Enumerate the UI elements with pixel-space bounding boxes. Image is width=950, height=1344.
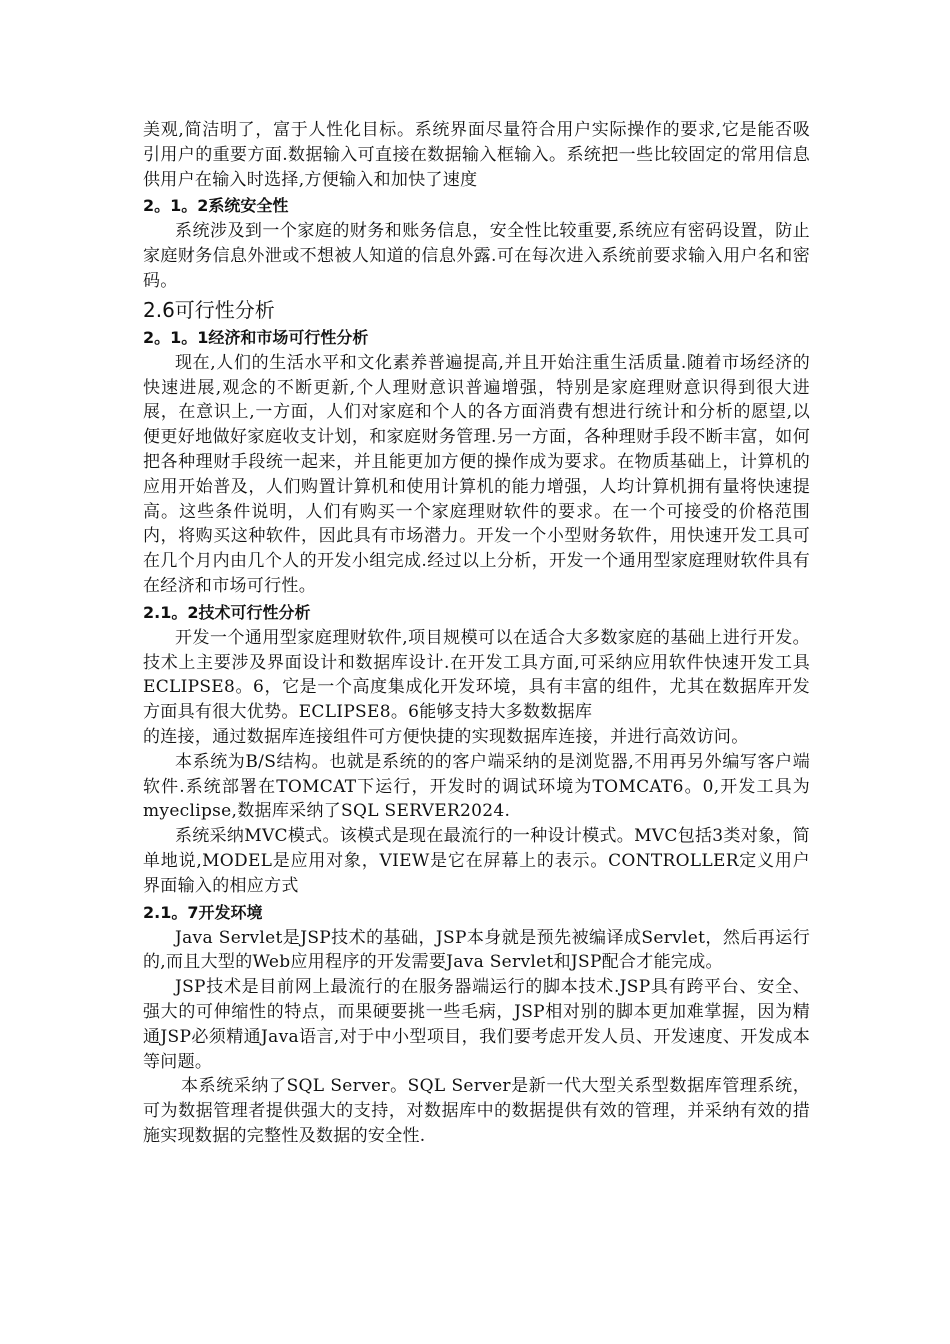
paragraph-sql-server: 本系统采纳了SQL Server。SQL Server是新一代大型关系型数据库管理系统，可为数据管理者提供强大的支持，对数据库中的数据提供有效的管理，并采纳有效的措施实现数据的完整性及数据的安全性. (143, 1076, 810, 1146)
heading-system-security: 2。1。2系统安全性 (143, 196, 289, 216)
paragraph-servlet: Java Servlet是JSP技术的基础，JSP本身就是预先被编译成Servlet，然后再运行的,而且大型的Web应用程序的开发需要Java Servlet和JSP配合才能完成。 (143, 927, 810, 973)
heading-feasibility-analysis: 2.6可行性分析 (143, 297, 275, 322)
paragraph-mvc: 系统采纳MVC模式。该模式是现在最流行的一种设计模式。MVC包括3类对象，简单地说,MODEL是应用对象，VIEW是它在屏幕上的表示。CONTROLLER定义用户界面输入的相应方式 (143, 826, 810, 896)
paragraph-db-connection: 的连接，通过数据库连接组件可方便快捷的实现数据库连接，并进行高效访问。 (143, 726, 749, 747)
paragraph-ui-design: 美观,简洁明了，富于人性化目标。系统界面尽量符合用户实际操作的要求,它是能否吸引用户的重要方面.数据输入可直接在数据输入框输入。系统把一些比较固定的常用信息供用户在输入时选择,方便输入和加快了速度 (143, 120, 810, 190)
paragraph-economic: 现在,人们的生活水平和文化素养普遍提高,并且开始注重生活质量.随着市场经济的快速进展,观念的不断更新,个人理财意识普遍增强，特别是家庭理财意识得到很大进展，在意识上,一方面，人们对家庭和个人的各方面消费有想进行统计和分析的愿望,以便更好地做好家庭收支计划，和家庭财务管理.另一方面，各种理财手段不断丰富，如何把各种理财手段统一起来，并且能更加方便的操作成为要求。在物质基础上，计算机的应用开始普及，人们购置计算机和使用计算机的能力增强，人均计算机拥有量将快速提高。这些条件说明，人们有购买一个家庭理财软件的要求。在一个可接受的价格范围内，将购买这种软件，因此具有市场潜力。开发一个小型财务软件，用快速开发工具可在几个月内由几个人的开发小组完成.经过以上分析，开发一个通用型家庭理财软件具有在经济和市场可行性。 (143, 352, 810, 596)
heading-economic-feasibility: 2。1。1经济和市场可行性分析 (143, 327, 369, 347)
paragraph-bs-structure: 本系统为B/S结构。也就是系统的的客户端采纳的是浏览器,不用再另外编写客户端软件.系统部署在TOMCAT下运行，开发时的调试环境为TOMCAT6。0,开发工具为myeclipse,数据库采纳了SQL SERVER2024. (143, 751, 810, 822)
paragraph-jsp: JSP技术是目前网上最流行的在服务器端运行的脚本技术.JSP具有跨平台、安全、强大的可伸缩性的特点，而果硬要挑一些毛病，JSP相对别的脚本更加难掌握，因为精通JSP必须精通Java语言,对于中小型项目，我们要考虑开发人员、开发速度、开发成本等问题。 (143, 977, 810, 1072)
paragraph-technical: 开发一个通用型家庭理财软件,项目规模可以在适合大多数家庭的基础上进行开发。技术上主要涉及界面设计和数据库设计.在开发工具方面,可采纳应用软件快速开发工具ECLIPSE8。6，它是一个高度集成化开发环境，具有丰富的组件，尤其在数据库开发方面具有很大优势。ECLIPSE8。6能够支持大多数数据库 (143, 627, 810, 723)
heading-technical-feasibility: 2.1。2技术可行性分析 (143, 602, 311, 622)
paragraph-security: 系统涉及到一个家庭的财务和账务信息，安全性比较重要,系统应有密码设置，防止家庭财务信息外泄或不想被人知道的信息外露.可在每次进入系统前要求输入用户名和密码。 (143, 221, 810, 291)
heading-dev-environment: 2.1。7开发环境 (143, 902, 263, 922)
